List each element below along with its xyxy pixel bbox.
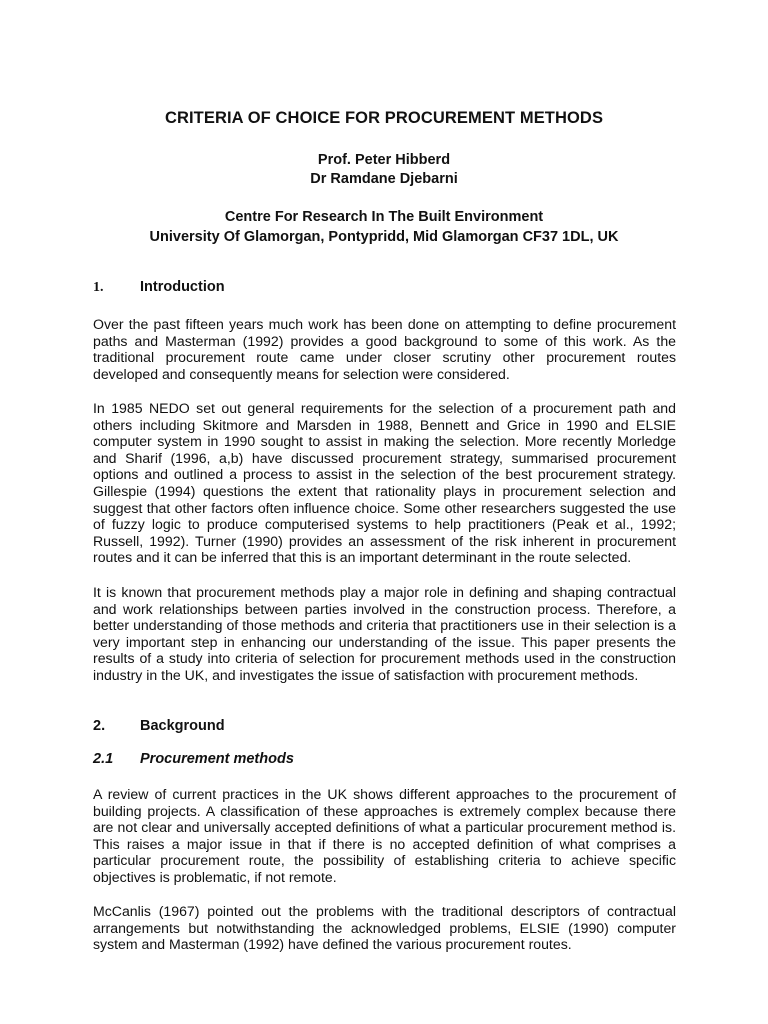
author-name: Prof. Peter Hibberd [317,152,451,168]
section-title: Procurement methods [140,751,294,767]
section-heading-introduction [93,279,225,296]
author-name: Dr Ramdane Djebarni [310,171,458,187]
section-heading-background [93,718,225,734]
paragraph: A review of current practices in the UK shows different approaches to the procurement of building projects. A classification of these approaches is extremely complex because there are not clear and universally accepted definitions of what a particular procurement method is. This raises a major issue in that if there is no accepted definition of what comprises a particular procurement route, the possibility of establishing criteria to achieve specific objectives is problematic, if not remote. [93,786,676,885]
section-number: 2. [93,718,106,734]
section-title: Background [140,718,225,734]
paragraph: It is known that procurement methods play a major role in defining and shaping contractual and work relationships between parties involved in the construction process. Therefore, a better understanding of those methods and criteria that practitioners use in their selection is a very important step in enhancing our understanding of the issue. This paper presents the results of a study into criteria of selection for procurement methods used in the construction industry in the UK, and investigates the issue of satisfaction with procurement methods. [93,584,676,683]
paragraph: In 1985 NEDO set out general requirements for the selection of a procurement path and others including Skitmore and Marsden in 1988, Bennett and Grice in 1990 and ELSIE computer system in 1990 sought to assist in making the selection. More recently Morledge and Sharif (1996, a,b) have discussed procurement strategy, summarised procurement options and outlined a process to assist in the selection of the best procurement strategy. Gillespie (1994) questions the extent that rationality plays in procurement selection and suggest that other factors often influence choice. Some other researchers suggested the use of fuzzy logic to produce computerised systems to help practitioners (Peak et al., 1992; Russell, 1992). Turner (1990) provides an assessment of the risk inherent in procurement routes and it can be inferred that this is an important determinant in the route selected. [93,400,676,566]
affiliation-centre: Centre For Research In The Built Environment [224,209,544,225]
section-number: 1. [93,280,104,295]
subsection-heading-procurement-methods [93,751,294,767]
affiliation-university: University Of Glamorgan, Pontypridd, Mid Glamorgan CF37 1DL, UK [149,229,619,245]
paragraph: Over the past fifteen years much work has been done on attempting to define procurement paths and Masterman (1992) provides a good background to some of this work. As the traditional procurement route came under closer scrutiny other procurement routes developed and consequently means for selection were considered. [93,316,676,382]
paper-title: CRITERIA OF CHOICE FOR PROCUREMENT METHODS [164,109,604,127]
paragraph: McCanlis (1967) pointed out the problems with the traditional descriptors of contractual arrangements but notwithstanding the acknowledged problems, ELSIE (1990) computer system and Masterman (1992) have defined the various procurement routes. [93,903,676,953]
section-title: Introduction [140,279,225,295]
section-number: 2.1 [93,751,114,767]
